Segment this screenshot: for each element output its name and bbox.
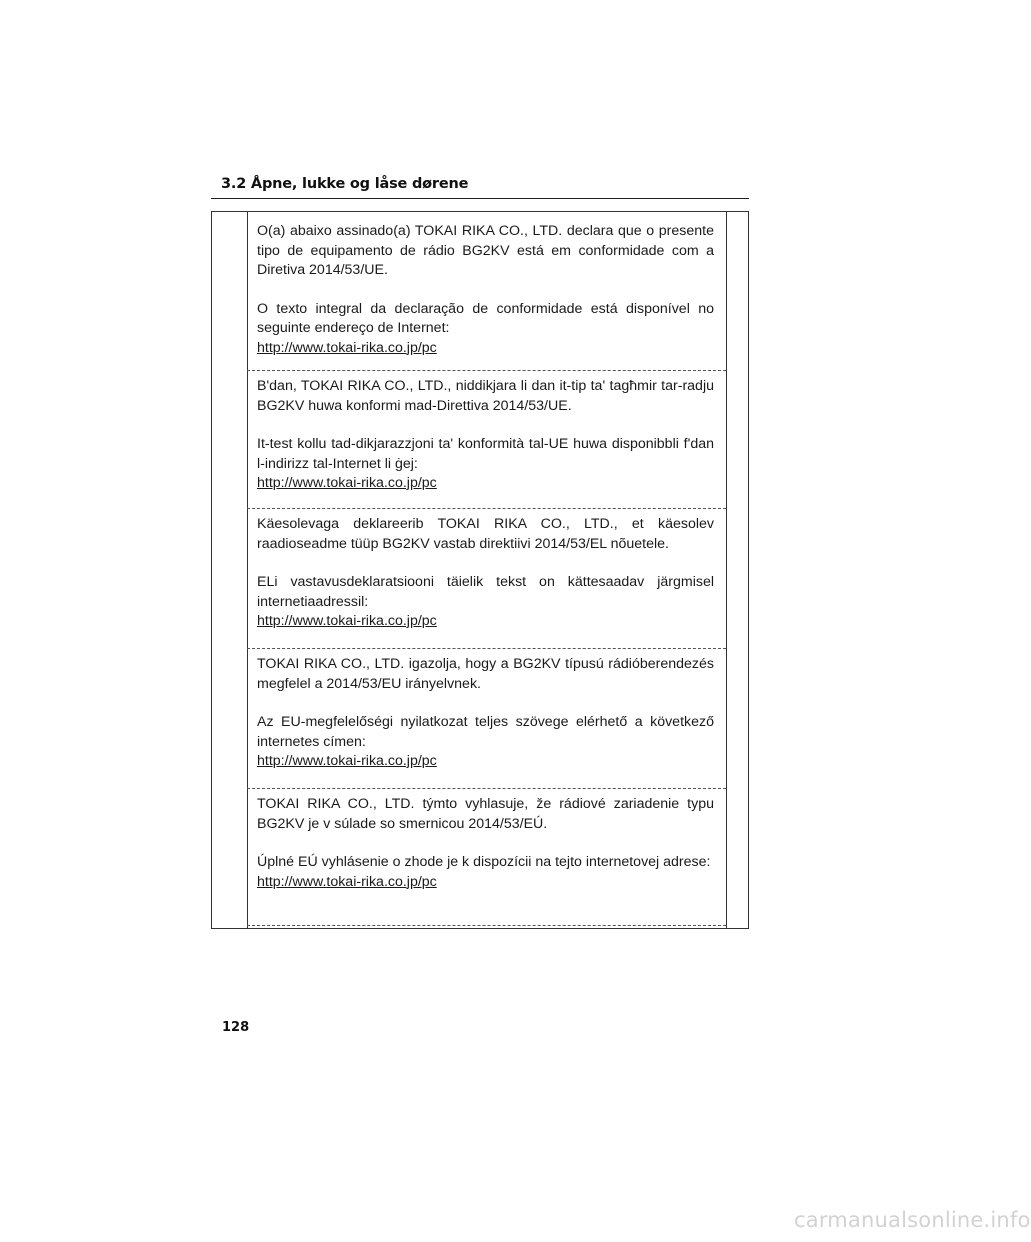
declarations-table	[211, 211, 749, 929]
declaration-statement: O(a) abaixo assinado(a) TOKAI RIKA CO., LTD. declara que o presente tipo de equipamento de rádio BG2KV está em conformidade com a Diretiva 2014/53/UE.	[257, 223, 714, 278]
declaration-block-hu	[247, 655, 726, 772]
declaration-link[interactable]: http://www.tokai-rika.co.jp/pc	[257, 613, 437, 629]
declaration-availability: O texto integral da declaração de conformidade está disponível no seguinte endereço de Internet:	[257, 300, 714, 336]
declaration-availability: Úplné EÚ vyhlásenie o zhode je k dispozícii na tejto internetovej adrese:	[257, 854, 711, 870]
row-separator	[247, 788, 726, 789]
declaration-block-et	[247, 515, 726, 632]
declaration-statement: TOKAI RIKA CO., LTD. igazolja, hogy a BG2KV típusú rádióberendezés megfelel a 2014/53/EU irányelvnek.	[257, 656, 714, 692]
section-title: 3.2 Åpne, lukke og låse dørene	[221, 176, 469, 192]
row-separator	[247, 370, 726, 371]
row-separator	[247, 925, 726, 926]
page-number: 128	[222, 1020, 250, 1035]
section-header	[211, 174, 749, 199]
declaration-availability: Az EU-megfelelőségi nyilatkozat teljes szövege elérhető a következő internetes címen:	[257, 714, 714, 750]
declaration-block-pt	[247, 222, 726, 358]
table-border-left	[211, 212, 212, 928]
declaration-availability: ELi vastavusdeklaratsiooni täielik tekst on kättesaadav järgmisel internetiaadressil:	[257, 574, 714, 610]
table-inner-border-right	[726, 212, 727, 928]
declaration-availability: It-test kollu tad-dikjarazzjoni ta' konformità tal-UE huwa disponibbli f'dan l-indirizz tal-Internet li ġej:	[257, 436, 714, 472]
declaration-statement: B'dan, TOKAI RIKA CO., LTD., niddikjara li dan it-tip ta' tagħmir tar-radju BG2KV huwa konformi mad-Direttiva 2014/53/UE.	[257, 378, 714, 414]
table-border-right	[748, 212, 749, 928]
row-separator	[247, 648, 726, 649]
declaration-block-sk	[247, 795, 726, 892]
declaration-block-mt	[247, 377, 726, 494]
declaration-statement: Käesolevaga deklareerib TOKAI RIKA CO., LTD., et käesolev raadioseadme tüüp BG2KV vastab direktiivi 2014/53/EL nõuetele.	[257, 516, 714, 552]
row-separator	[247, 508, 726, 509]
declaration-link[interactable]: http://www.tokai-rika.co.jp/pc	[257, 873, 437, 890]
declaration-link[interactable]: http://www.tokai-rika.co.jp/pc	[257, 475, 437, 491]
declaration-link[interactable]: http://www.tokai-rika.co.jp/pc	[257, 339, 437, 356]
declaration-link[interactable]: http://www.tokai-rika.co.jp/pc	[257, 753, 437, 769]
declaration-statement: TOKAI RIKA CO., LTD. týmto vyhlasuje, že rádiové zariadenie typu BG2KV je v súlade so smernicou 2014/53/EÚ.	[257, 796, 714, 832]
watermark: carmanualsonline.info	[794, 1208, 1031, 1232]
